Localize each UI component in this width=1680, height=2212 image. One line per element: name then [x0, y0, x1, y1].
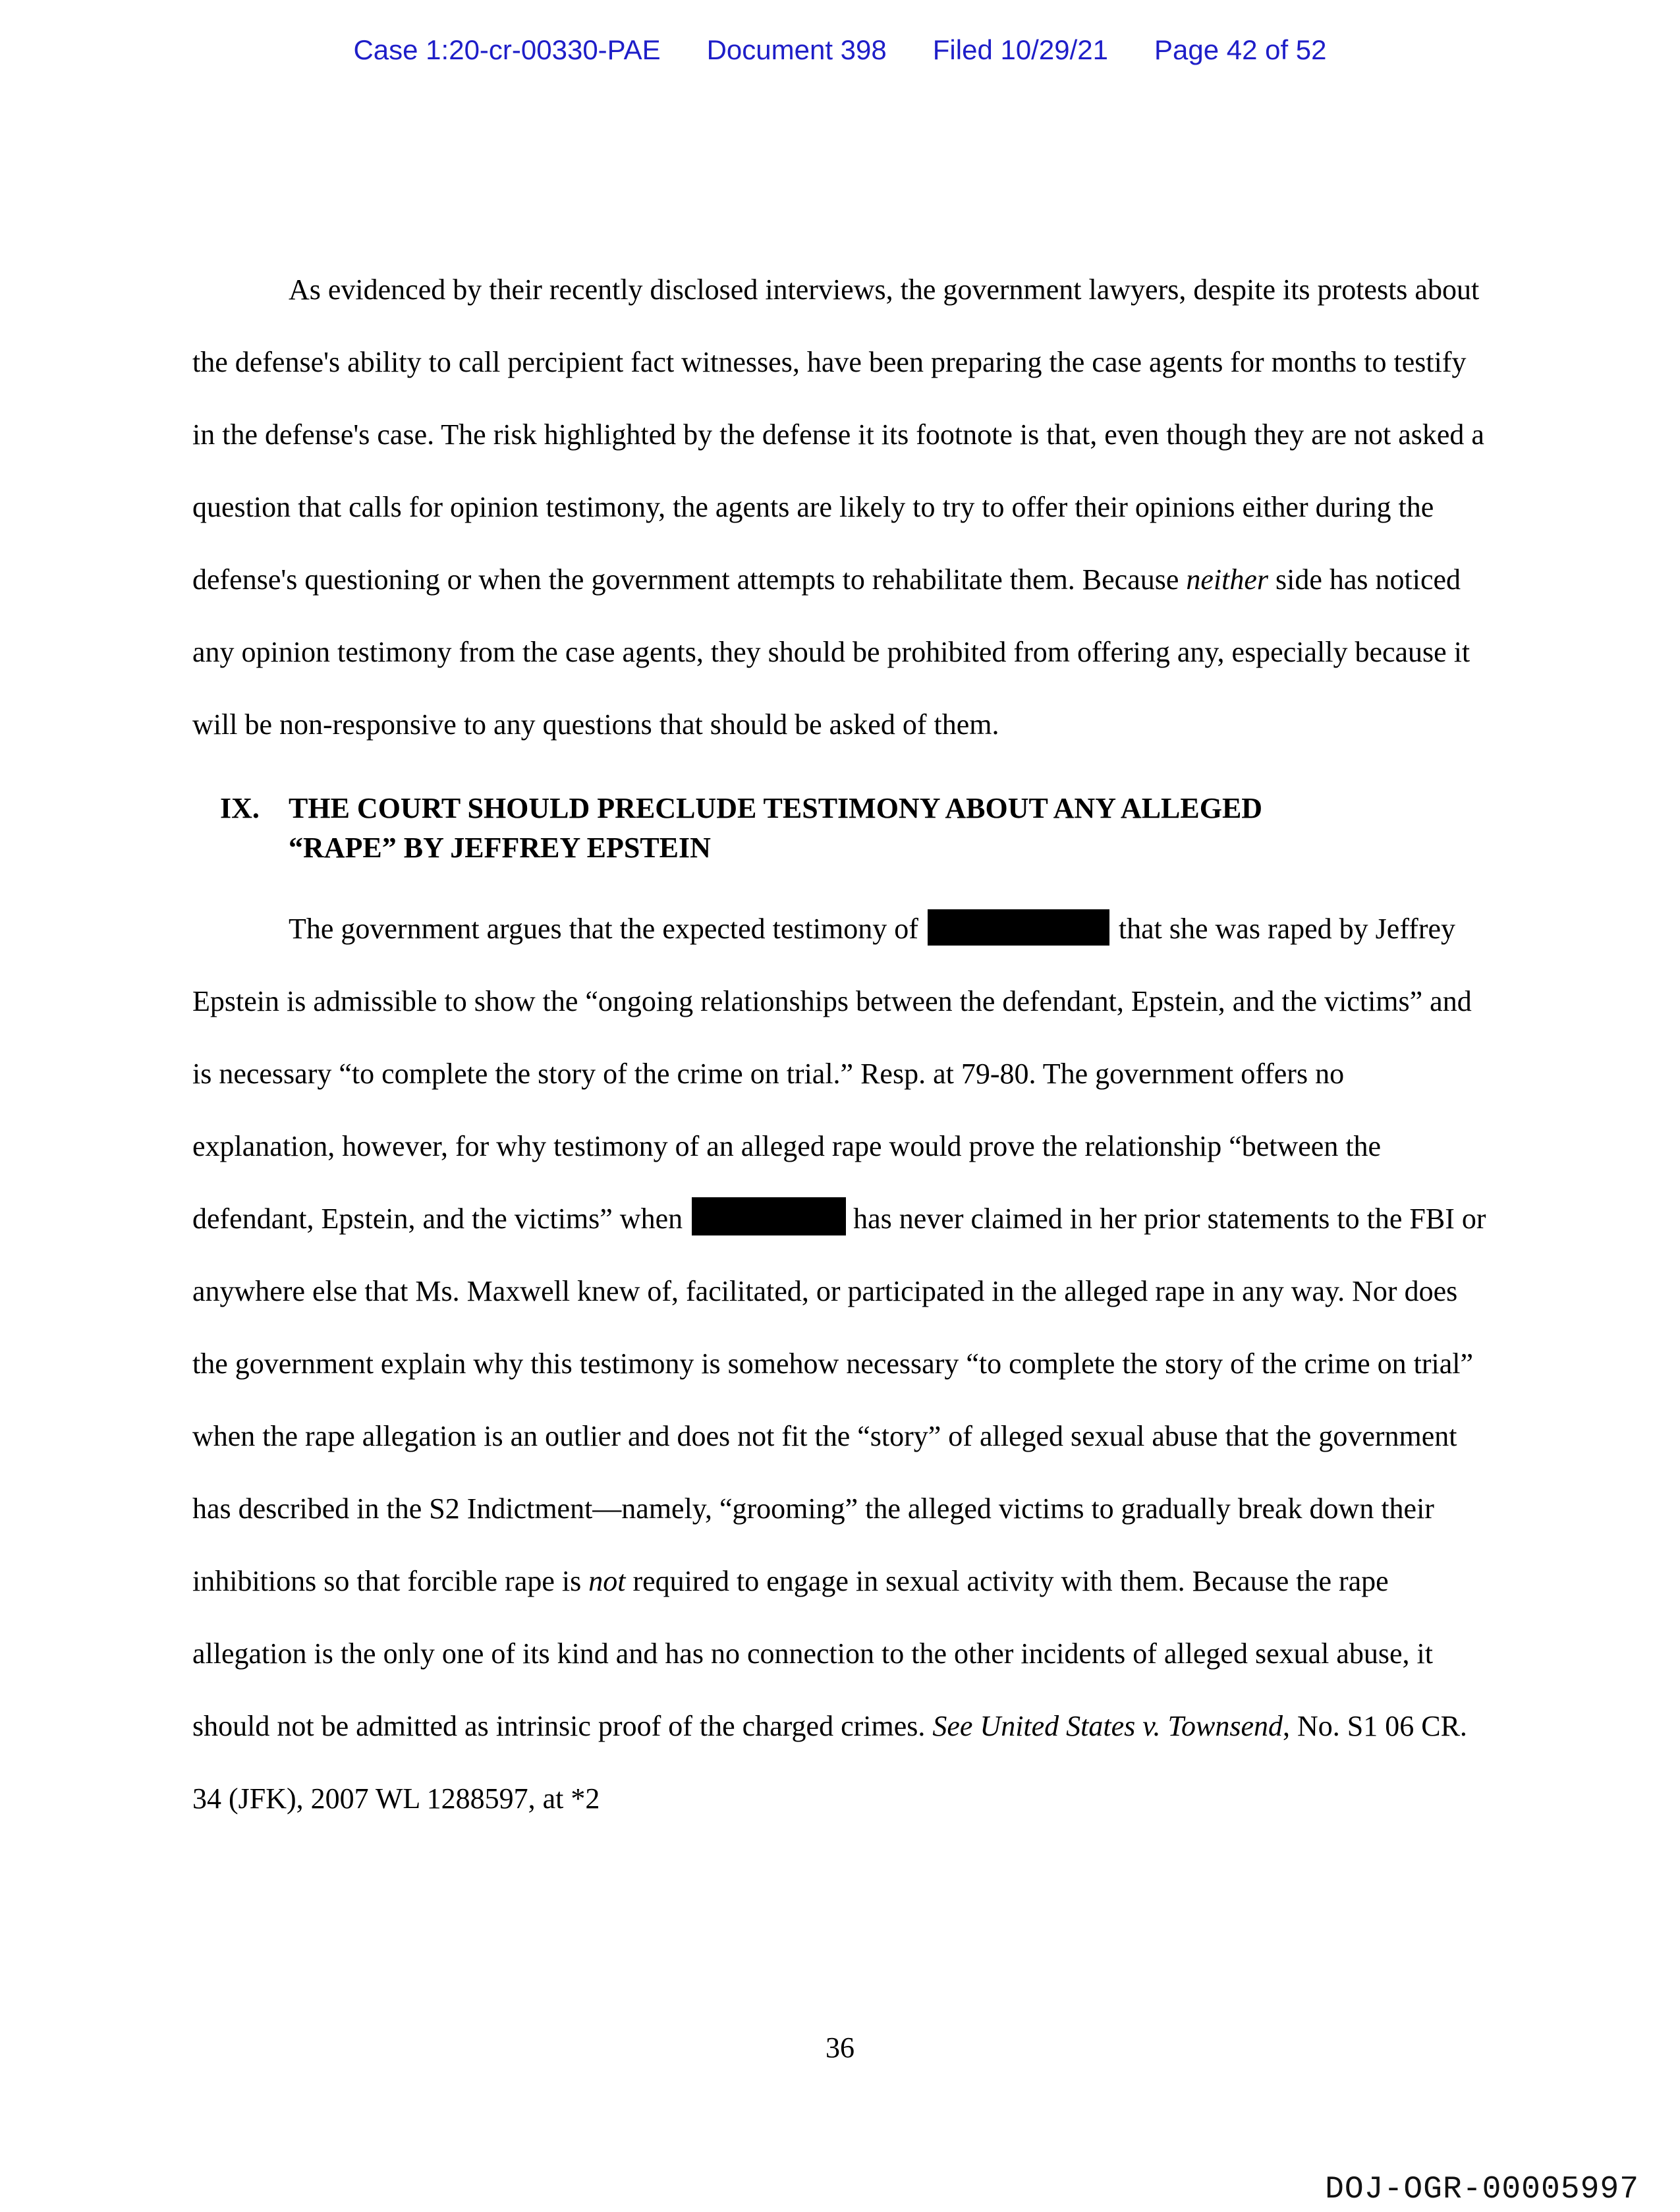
stamp-page-count: Page 42 of 52	[1154, 34, 1327, 65]
redaction-box-1	[928, 909, 1109, 946]
paragraph-2-text-c: has never claimed in her prior statements to the FBI or anywhere else that Ms. Maxwell knew of, facilitated, or participated in the alleged rape in any way. Nor does the government explain why this testimony is somehow necessary “to complete the story of the crime on trial” when the rape allegation is an outlier and does not fit the “story” of alleged sexual abuse that the government has described in the S2 Indictment—namely, “grooming” the alleged victims to gradually break down their inhibitions so that forcible rape is	[192, 1203, 1486, 1597]
paragraph-2-case-citation: See United States v. Townsend	[932, 1710, 1283, 1742]
paragraph-2-text-e: , No. S1 06 CR. 34 (JFK), 2007 WL 1288597, at *2	[192, 1710, 1467, 1815]
section-title-line-1: THE COURT SHOULD PRECLUDE TESTIMONY ABOUT ANY ALLEGED	[289, 792, 1263, 824]
stamp-filed-date: Filed 10/29/21	[932, 34, 1108, 65]
paragraph-2	[192, 893, 1492, 1835]
paragraph-1-italic-neither: neither	[1186, 563, 1269, 596]
section-title	[289, 789, 1492, 868]
redaction-box-2	[692, 1197, 846, 1235]
section-heading	[220, 789, 1492, 868]
stamp-case-number: Case 1:20-cr-00330-PAE	[353, 34, 661, 65]
page-number: 36	[826, 2031, 854, 2064]
bates-number: DOJ-OGR-00005997	[1325, 2172, 1639, 2207]
case-stamp	[0, 34, 1680, 66]
paragraph-2-text-d: required to engage in sexual activity with them. Because the rape allegation is the only one of its kind and has no connection to the other incidents of alleged sexual abuse, it should not be admitted as intrinsic proof of the charged crimes.	[192, 1565, 1433, 1742]
section-title-line-2: “RAPE” BY JEFFREY EPSTEIN	[289, 832, 711, 864]
document-body	[192, 254, 1492, 1835]
stamp-document-number: Document 398	[706, 34, 887, 65]
paragraph-1-text-end: side has noticed any opinion testimony from the case agents, they should be prohibited from offering any, especially because it will be non-responsive to any questions that should be asked of them.	[192, 563, 1470, 741]
paragraph-2-text-b: that she was raped by Jeffrey Epstein is admissible to show the “ongoing relationships between the defendant, Epstein, and the victims” and is necessary “to complete the story of the crime on trial.” Resp. at 79-80. The government offers no explanation, however, for why testimony of an alleged rape would prove the relationship “between the defendant, Epstein, and the victims” when	[192, 913, 1472, 1235]
paragraph-2-text-a: The government argues that the expected testimony of	[289, 913, 918, 945]
paragraph-1	[192, 254, 1492, 761]
paragraph-1-text: As evidenced by their recently disclosed interviews, the government lawyers, despite its protests about the defense's ability to call percipient fact witnesses, have been preparing the case agents for months to testify in the defense's case. The risk highlighted by the defense it its footnote is that, even though they are not asked a question that calls for opinion testimony, the agents are likely to try to offer their opinions either during the defense's questioning or when the government attempts to rehabilitate them. Because	[192, 273, 1484, 596]
paragraph-2-italic-not: not	[588, 1565, 626, 1597]
section-number: IX.	[220, 792, 260, 824]
